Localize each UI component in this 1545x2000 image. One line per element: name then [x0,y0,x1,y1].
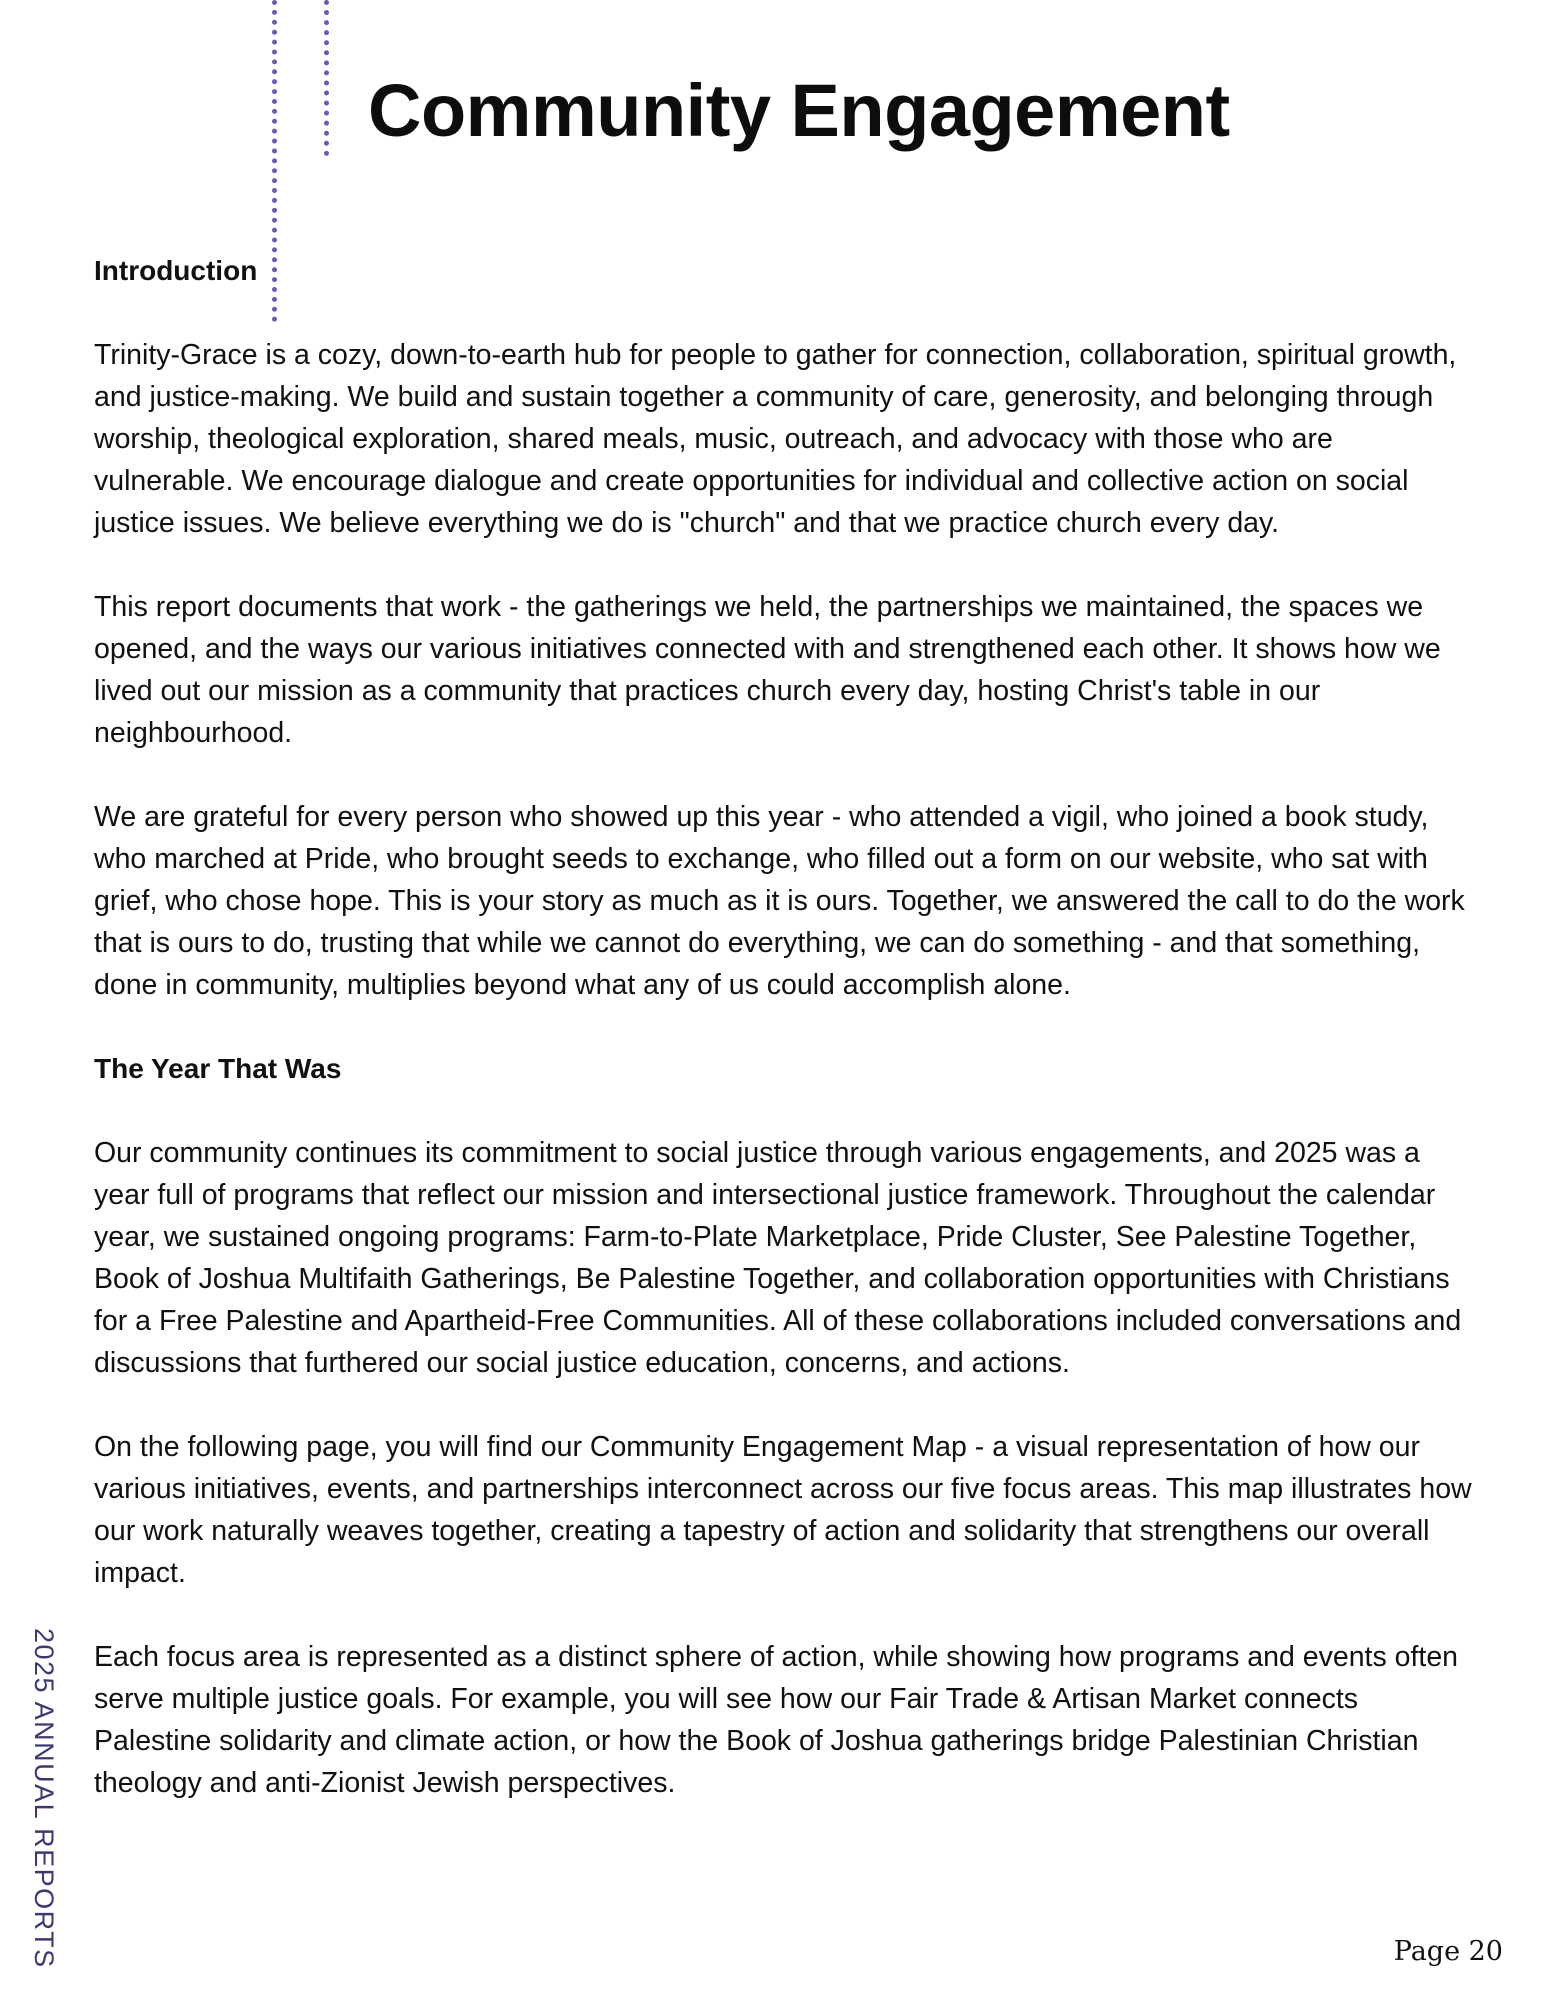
spacer [94,754,1474,796]
spacer [94,1384,1474,1426]
spacer [94,544,1474,586]
spacer [94,1006,1474,1048]
section-heading-year: The Year That Was [94,1053,342,1084]
section-heading-introduction: Introduction [94,255,258,286]
spacer [94,1090,1474,1132]
decorative-dotted-line-short [324,0,329,156]
year-paragraph-1: Our community continues its commitment to social justice through various engagements, and 2025 was a year full of programs that reflect our mission and intersectional justice framework. Throughout the calendar year, we sustained ongoing programs: Farm-to-Plate Marketplace, Pride Cluster, See Palestine Together, Book of Joshua Multifaith Gatherings, Be Palestine Together, and collaboration opportunities with Christians for a Free Palestine and Apartheid-Free Communities. All of these collaborations included conversations and discussions that furthered our social justice education, concerns, and actions. [94,1137,1462,1379]
intro-paragraph-2: This report documents that work - the gatherings we held, the partnerships we maintained, the spaces we opened, and the ways our various initiatives connected with and strengthened each other. It shows how we lived out our mission as a community that practices church every day, hosting Christ's table in our neighbourhood. [94,591,1441,749]
year-paragraph-2: On the following page, you will find our Community Engagement Map - a visual representation of how our various initiatives, events, and partnerships interconnect across our five focus areas. This map illustrates how our work naturally weaves together, creating a tapestry of action and solidarity that strengthens our overall impact. [94,1431,1472,1589]
spacer [94,1594,1474,1636]
side-report-label: 2025 ANNUAL REPORTS [29,1628,59,1969]
page-title: Community Engagement [368,69,1230,152]
page-content [94,250,1474,1804]
intro-paragraph-1: Trinity-Grace is a cozy, down-to-earth hub for people to gather for connection, collaboration, spiritual growth, and justice-making. We build and sustain together a community of care, generosity, and belonging through worship, theological exploration, shared meals, music, outreach, and advocacy with those who are vulnerable. We encourage dialogue and create opportunities for individual and collective action on social justice issues. We believe everything we do is "church" and that we practice church every day. [94,339,1457,539]
intro-paragraph-3: We are grateful for every person who showed up this year - who attended a vigil, who joined a book study, who marched at Pride, who brought seeds to exchange, who filled out a form on our website, who sat with grief, who chose hope. This is your story as much as it is ours. Together, we answered the call to do the work that is ours to do, trusting that while we cannot do everything, we can do something - and that something, done in community, multiplies beyond what any of us could accomplish alone. [94,801,1465,1001]
spacer [94,292,1474,334]
year-paragraph-3: Each focus area is represented as a distinct sphere of action, while showing how programs and events often serve multiple justice goals. For example, you will see how our Fair Trade & Artisan Market connects Palestine solidarity and climate action, or how the Book of Joshua gatherings bridge Palestinian Christian theology and anti-Zionist Jewish perspectives. [94,1641,1459,1799]
page-number: Page 20 [1393,1936,1503,1967]
